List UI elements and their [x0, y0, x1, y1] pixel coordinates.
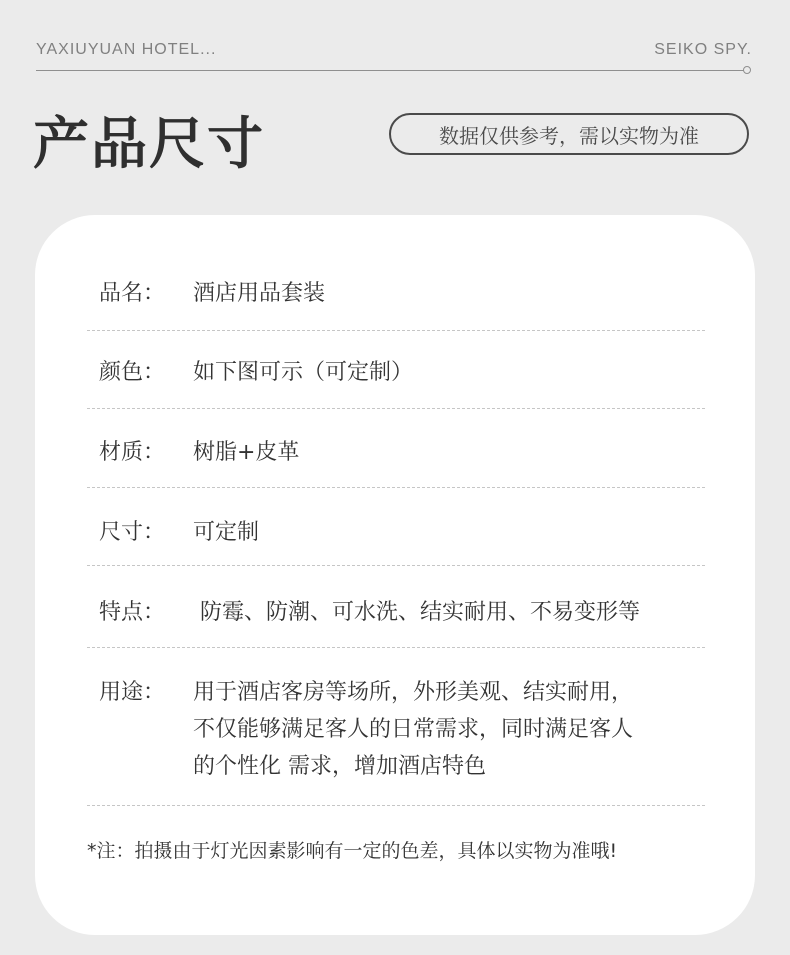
- row-divider: [87, 647, 705, 648]
- usage-line: 不仅能够满足客人的日常需求，同时满足客人: [193, 717, 634, 742]
- row-divider: [87, 408, 705, 409]
- row-divider: [87, 487, 705, 488]
- spec-value: 可定制: [193, 520, 260, 545]
- spec-label: 尺寸：: [99, 520, 166, 545]
- spec-row-features: [87, 594, 705, 631]
- spec-row-color: [87, 354, 705, 391]
- spec-card: [35, 215, 755, 935]
- row-divider: [87, 805, 705, 806]
- spec-label: 颜色：: [99, 360, 166, 385]
- spec-row-name: [87, 275, 705, 312]
- header-divider: [36, 70, 744, 71]
- row-divider: [87, 330, 705, 331]
- spec-label: 用途：: [99, 680, 166, 705]
- page-title: 产品尺寸: [33, 112, 265, 177]
- spec-label: 特点：: [99, 600, 166, 625]
- spec-value: 防霉、防潮、可水洗、结实耐用、不易变形等: [193, 600, 640, 625]
- spec-row-material: [87, 434, 705, 471]
- color-difference-note: *注：拍摄由于灯光因素影响有一定的色差，具体以实物为准哦!: [87, 840, 618, 862]
- spec-row-usage: [87, 674, 705, 785]
- usage-line: 用于酒店客房等场所，外形美观、结实耐用，: [193, 680, 634, 705]
- spec-value: 如下图可示（可定制）: [193, 360, 414, 385]
- spec-label: 材质：: [99, 440, 166, 465]
- row-divider: [87, 565, 705, 566]
- brand-left-text: YAXIUYUAN HOTEL...: [36, 41, 217, 58]
- disclaimer-badge: 数据仅供参考，需以实物为准: [389, 113, 749, 155]
- spec-value: 树脂+皮革: [193, 440, 300, 465]
- spec-value-multiline: [193, 674, 705, 785]
- header-divider-dot: [743, 66, 751, 74]
- spec-row-size: [87, 514, 705, 551]
- spec-value: 酒店用品套装: [193, 281, 326, 306]
- usage-line: 的个性化 需求，增加酒店特色: [193, 754, 486, 779]
- brand-right-text: SEIKO SPY.: [654, 41, 752, 58]
- spec-label: 品名：: [99, 281, 166, 306]
